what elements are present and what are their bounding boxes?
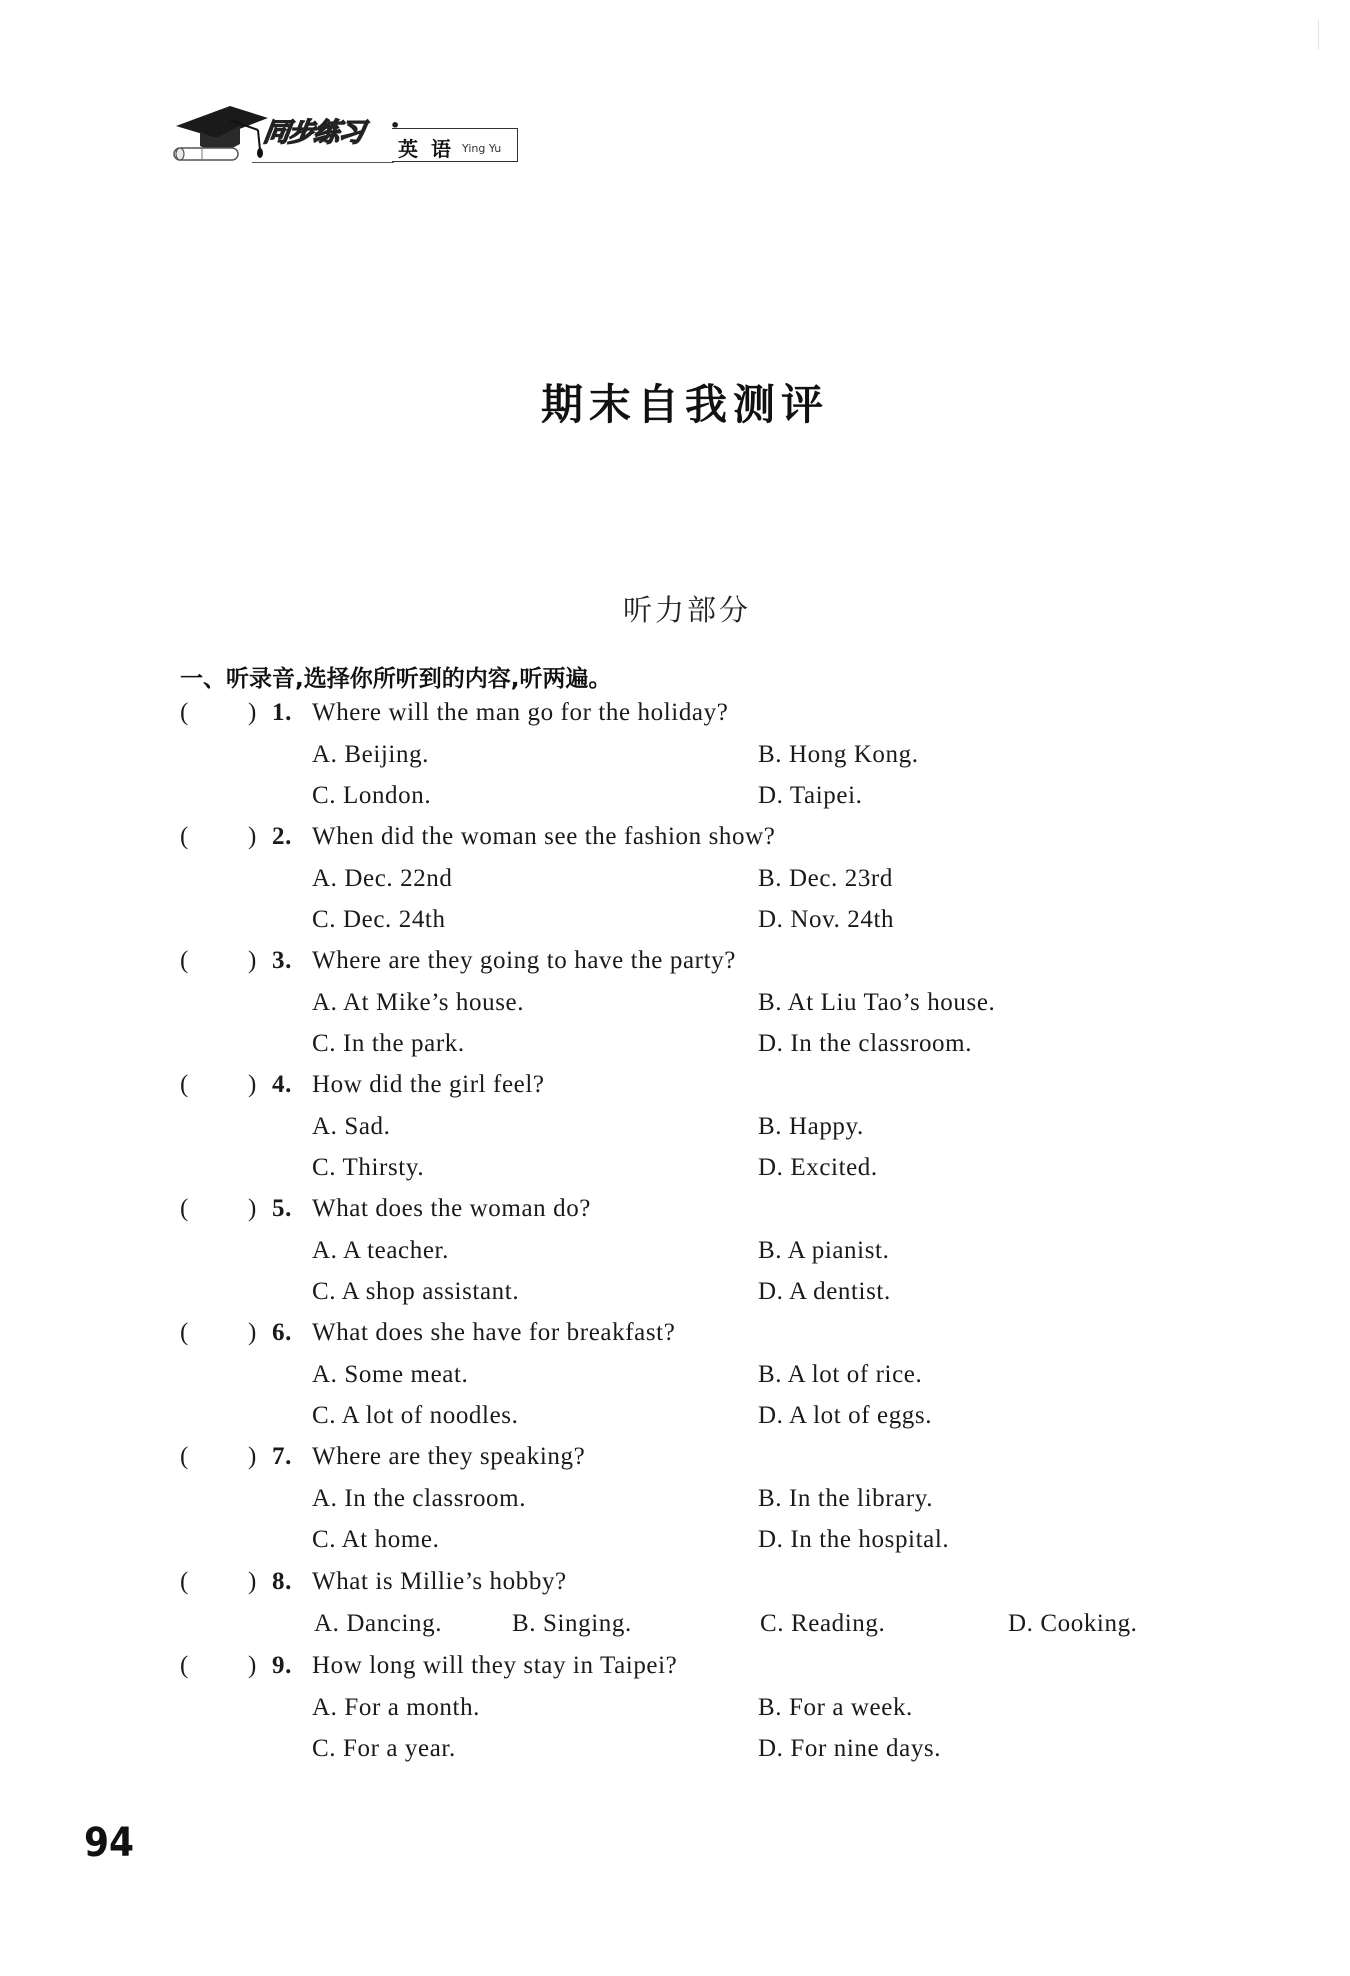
option-c: C. At home. — [312, 1526, 440, 1553]
option-a: A. Dancing. — [314, 1610, 443, 1637]
option-c: C. In the park. — [312, 1030, 465, 1057]
option-d: D. Excited. — [758, 1154, 878, 1181]
question-number: 9. — [272, 1652, 292, 1679]
option-a: A. Sad. — [312, 1113, 391, 1140]
option-d: D. Taipei. — [758, 782, 863, 809]
question-number: 3. — [272, 947, 292, 974]
answer-paren-left: ( — [180, 1652, 189, 1679]
answer-paren-left: ( — [180, 1195, 189, 1222]
option-d: D. A dentist. — [758, 1278, 891, 1305]
option-a: A. Beijing. — [312, 741, 430, 768]
question-text: What is Millie’s hobby? — [312, 1568, 567, 1595]
answer-paren-right: ) — [248, 1319, 257, 1346]
option-d: D. In the hospital. — [758, 1526, 950, 1553]
subject-pinyin: Ying Yu — [462, 142, 502, 155]
answer-paren-left: ( — [180, 1568, 189, 1595]
option-b: B. Singing. — [512, 1610, 632, 1637]
answer-paren-left: ( — [180, 823, 189, 850]
option-c: C. London. — [312, 782, 432, 809]
option-b: B. At Liu Tao’s house. — [758, 989, 996, 1016]
page-number: 94 — [84, 1820, 135, 1866]
question-text: Where are they speaking? — [312, 1443, 586, 1470]
option-b: B. Dec. 23rd — [758, 865, 893, 892]
answer-paren-right: ) — [248, 699, 257, 726]
option-c: C. Reading. — [760, 1610, 886, 1637]
option-c: C. For a year. — [312, 1735, 456, 1762]
option-b: B. A lot of rice. — [758, 1361, 923, 1388]
answer-paren-left: ( — [180, 1071, 189, 1098]
option-a: A. In the classroom. — [312, 1485, 527, 1512]
question-text: What does the woman do? — [312, 1195, 591, 1222]
answer-paren-left: ( — [180, 1319, 189, 1346]
option-d: D. In the classroom. — [758, 1030, 973, 1057]
option-d: D. A lot of eggs. — [758, 1402, 933, 1429]
option-b: B. In the library. — [758, 1485, 934, 1512]
subject-label: 英 语 — [398, 137, 454, 161]
question-text: Where will the man go for the holiday? — [312, 699, 729, 726]
question-number: 6. — [272, 1319, 292, 1346]
instruction: 一、听录音,选择你所听到的内容,听两遍。 — [180, 666, 612, 692]
question-text: What does she have for breakfast? — [312, 1319, 676, 1346]
option-c: C. Thirsty. — [312, 1154, 425, 1181]
answer-paren-right: ) — [248, 947, 257, 974]
question-number: 8. — [272, 1568, 292, 1595]
header-underline — [252, 162, 394, 163]
option-a: A. Dec. 22nd — [312, 865, 453, 892]
option-a: A. At Mike’s house. — [312, 989, 525, 1016]
page-title: 期末自我测评 — [540, 380, 829, 429]
question-number: 1. — [272, 699, 292, 726]
option-c: C. Dec. 24th — [312, 906, 446, 933]
option-b: B. Happy. — [758, 1113, 864, 1140]
option-d: D. Nov. 24th — [758, 906, 895, 933]
question-number: 2. — [272, 823, 292, 850]
answer-paren-right: ) — [248, 823, 257, 850]
option-a: A. For a month. — [312, 1694, 481, 1721]
question-number: 5. — [272, 1195, 292, 1222]
question-number: 7. — [272, 1443, 292, 1470]
header-brand — [172, 100, 522, 180]
question-number: 4. — [272, 1071, 292, 1098]
question-text: How long will they stay in Taipei? — [312, 1652, 678, 1679]
question-text: Where are they going to have the party? — [312, 947, 736, 974]
answer-paren-left: ( — [180, 699, 189, 726]
option-c: C. A lot of noodles. — [312, 1402, 519, 1429]
option-c: C. A shop assistant. — [312, 1278, 520, 1305]
brand-dot: • — [390, 116, 401, 135]
question-text: When did the woman see the fashion show? — [312, 823, 776, 850]
series-title: 同步练习 — [261, 118, 366, 148]
answer-paren-right: ) — [248, 1443, 257, 1470]
option-d: D. Cooking. — [1008, 1610, 1138, 1637]
answer-paren-right: ) — [248, 1568, 257, 1595]
answer-paren-left: ( — [180, 947, 189, 974]
option-d: D. For nine days. — [758, 1735, 942, 1762]
scan-edge-mark — [1318, 20, 1319, 50]
answer-paren-right: ) — [248, 1071, 257, 1098]
option-b: B. A pianist. — [758, 1237, 890, 1264]
section-title: 听力部分 — [622, 593, 751, 627]
answer-paren-left: ( — [180, 1443, 189, 1470]
answer-paren-right: ) — [248, 1195, 257, 1222]
option-a: A. A teacher. — [312, 1237, 449, 1264]
option-b: B. For a week. — [758, 1694, 913, 1721]
answer-paren-right: ) — [248, 1652, 257, 1679]
option-a: A. Some meat. — [312, 1361, 469, 1388]
question-text: How did the girl feel? — [312, 1071, 545, 1098]
option-b: B. Hong Kong. — [758, 741, 919, 768]
